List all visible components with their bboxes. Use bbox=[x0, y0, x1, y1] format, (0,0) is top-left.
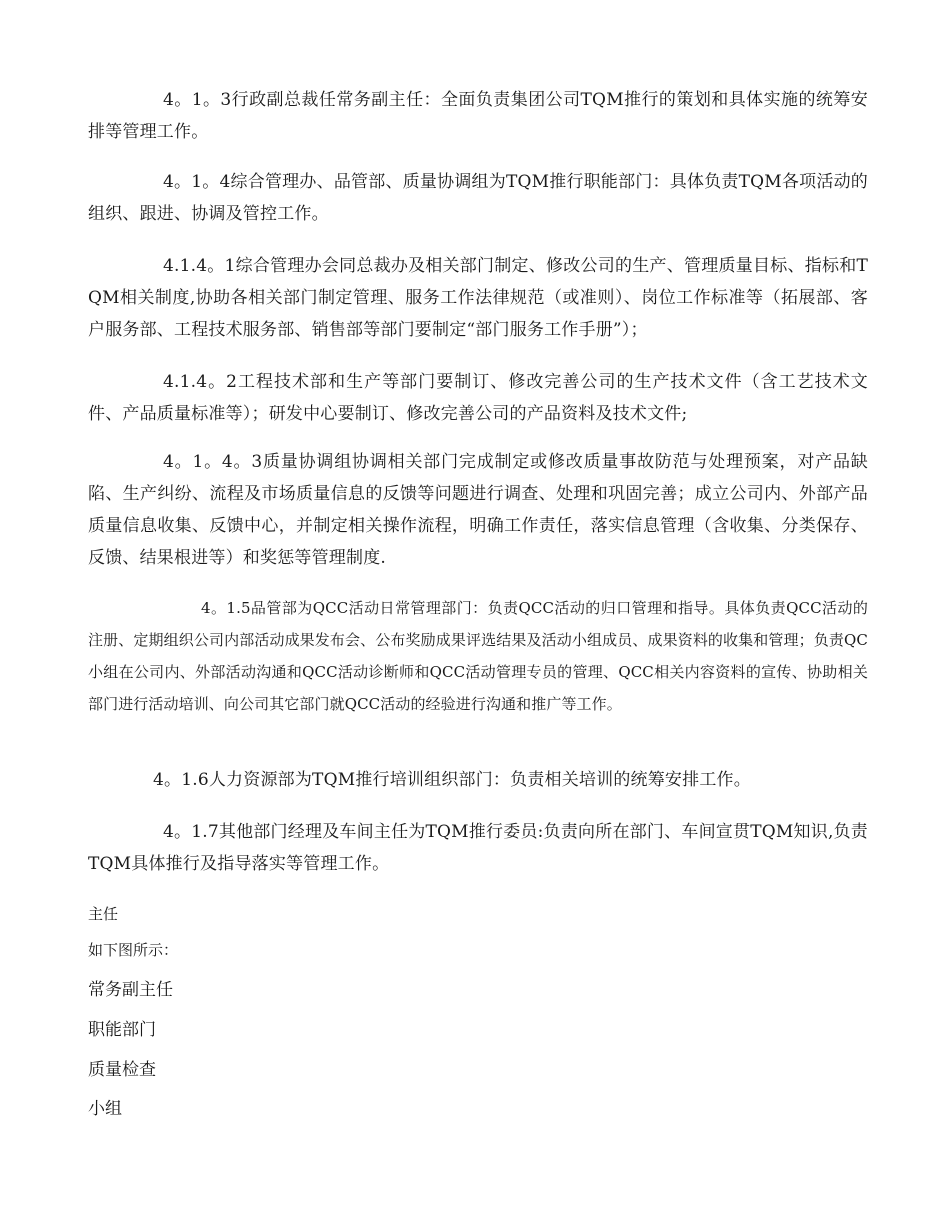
label-as-shown-below: 如下图所示： bbox=[88, 941, 179, 959]
label-quality-inspection: 质量检查 bbox=[88, 1060, 156, 1080]
paragraph-4-1-3: 4。1。3行政副总裁任常务副主任：全面负责集团公司TQM推行的策划和具体实施的统筹安排等管理工作。 bbox=[88, 90, 868, 142]
label-executive-deputy-director: 常务副主任 bbox=[88, 980, 173, 1000]
paragraph-4-1-4-1: 4.1.4。1综合管理办会同总裁办及相关部门制定、修改公司的生产、管理质量目标、指标和TQM相关制度,协助各相关部门制定管理、服务工作法律规范（或准则）、岗位工作标准等（拓展部、客户服务部、工程技术服务部、销售部等部门要制定“部门服务工作手册”）； bbox=[88, 256, 868, 340]
label-group: 小组 bbox=[88, 1099, 122, 1119]
paragraph-4-1-5: 4。1.5品管部为QCC活动日常管理部门：负责QCC活动的归口管理和指导。具体负责QCC活动的注册、定期组织公司内部活动成果发布会、公布奖励成果评选结果及活动小组成员、成果资料的收集和管理；负责QC小组在公司内、外部活动沟通和QCC活动诊断师和QCC活动管理专员的管理、QCC相关内容资料的宣传、协助相关部门进行活动培训、向公司其它部门就QCC活动的经验进行沟通和推广等工作。 bbox=[88, 599, 868, 713]
paragraph-4-1-6: 4。1.6人力资源部为TQM推行培训组织部门：负责相关培训的统筹安排工作。 bbox=[153, 770, 751, 790]
paragraph-4-1-7: 4。1.7其他部门经理及车间主任为TQM推行委员:负责向所在部门、车间宣贯TQM知识,负责TQM具体推行及指导落实等管理工作。 bbox=[88, 822, 868, 874]
paragraph-4-1-4: 4。1。4综合管理办、品管部、质量协调组为TQM推行职能部门：具体负责TQM各项活动的组织、跟进、协调及管控工作。 bbox=[88, 172, 868, 224]
paragraph-4-1-4-3: 4。1。4。3质量协调组协调相关部门完成制定或修改质量事故防范与处理预案，对产品缺陷、生产纠纷、流程及市场质量信息的反馈等问题进行调查、处理和巩固完善；成立公司内、外部产品质量信息收集、反馈中心，并制定相关操作流程，明确工作责任，落实信息管理（含收集、分类保存、反馈、结果根进等）和奖惩等管理制度. bbox=[88, 452, 868, 568]
label-functional-departments: 职能部门 bbox=[88, 1020, 156, 1040]
paragraph-4-1-4-2: 4.1.4。2工程技术部和生产等部门要制订、修改完善公司的生产技术文件（含工艺技术文件、产品质量标准等）；研发中心要制订、修改完善公司的产品资料及技术文件; bbox=[88, 372, 868, 424]
label-director: 主任 bbox=[88, 905, 119, 923]
